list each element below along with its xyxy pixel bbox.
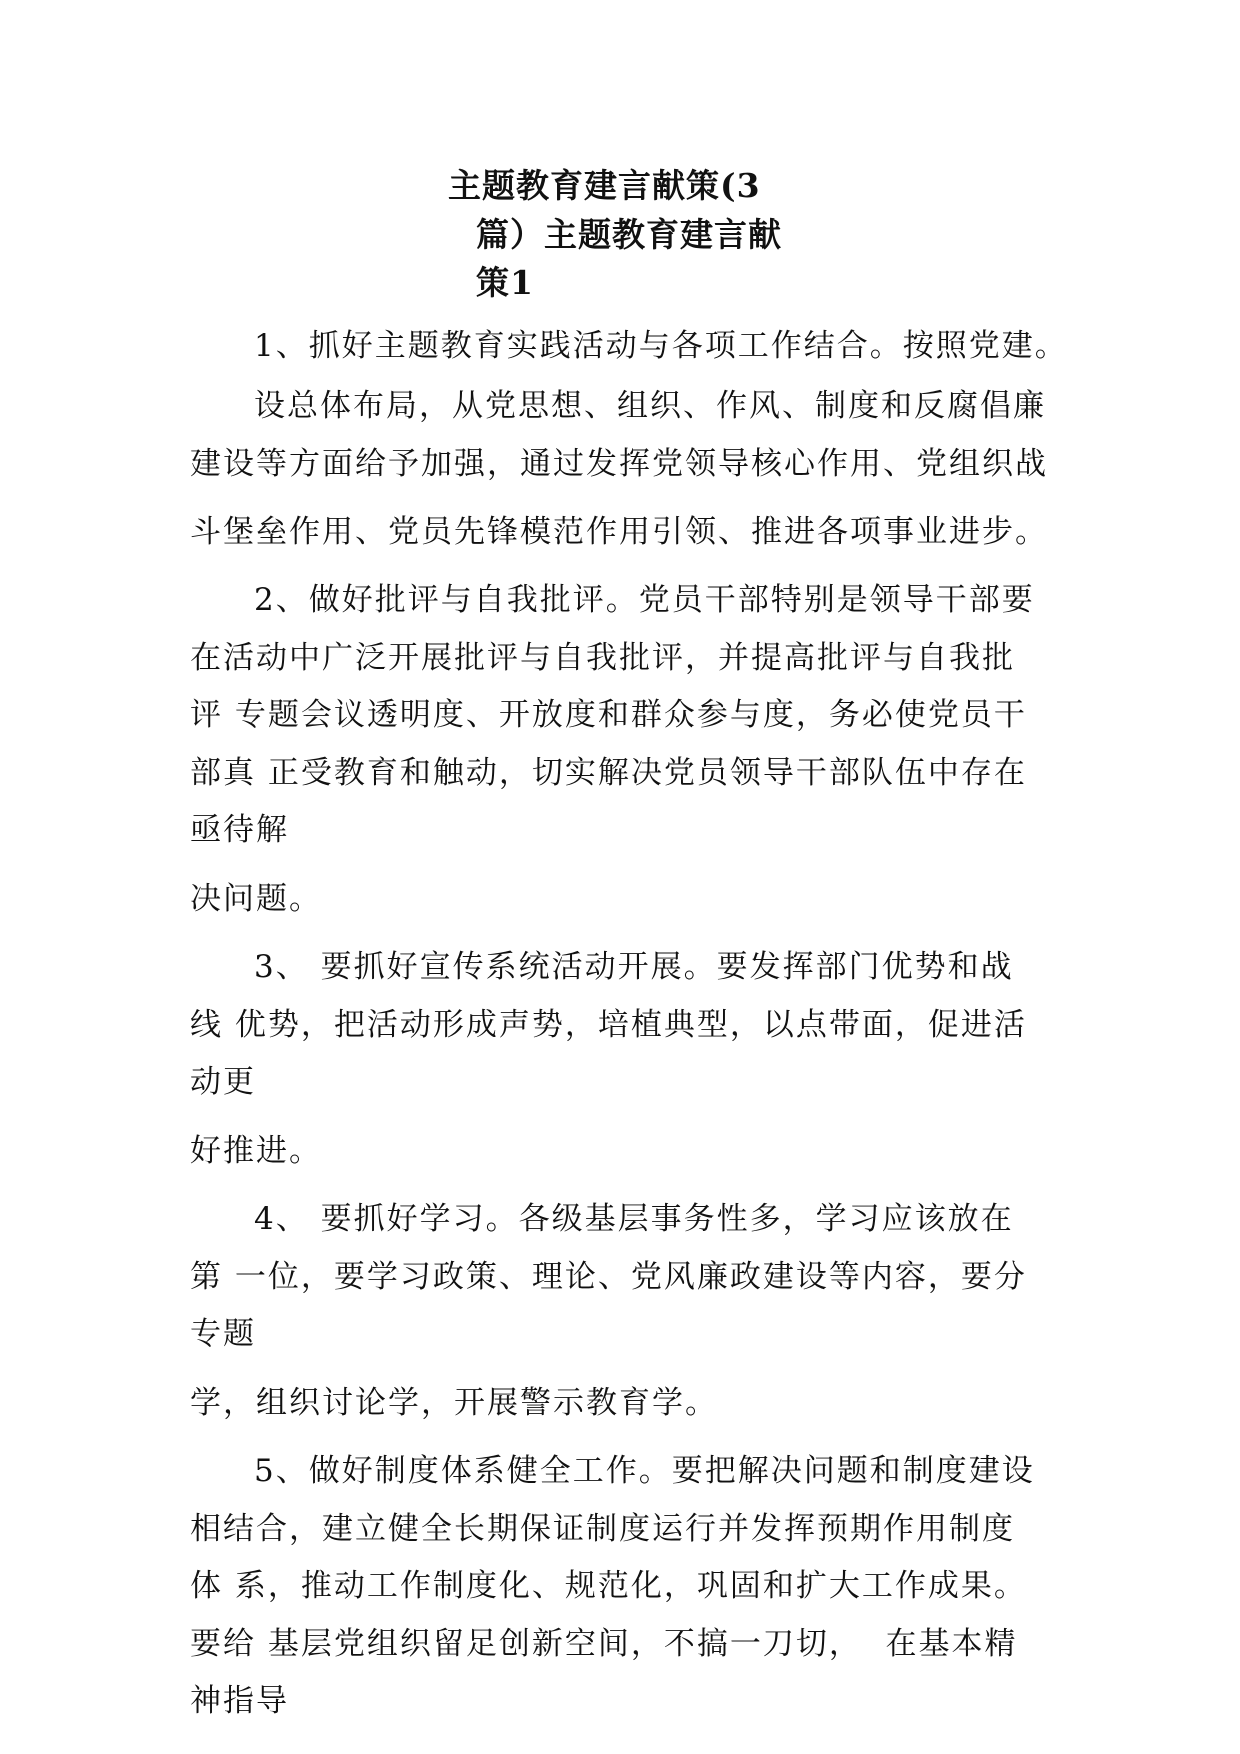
body-line: 体 系，推动工作制度化、规范化，巩固和扩大工作成果。 xyxy=(190,1568,1027,1604)
body-line: 建设等方面给予加强，通过发挥党领导核心作用、党组织战 xyxy=(190,446,1048,482)
body-line: 3、 要抓好宣传系统活动开展。要发挥部门优势和战 xyxy=(254,949,1014,985)
doc-title-line-1: 主题教育建言献策(3 xyxy=(448,166,761,205)
body-line: 5、做好制度体系健全工作。要把解决问题和制度建设 xyxy=(254,1453,1035,1489)
body-line: 1、抓好主题教育实践活动与各项工作结合。按照党建。 xyxy=(254,328,1068,364)
body-line: 部真 正受教育和触动，切实解决党员领导干部队伍中存在 xyxy=(190,755,1027,791)
doc-title-line-2: 篇）主题教育建言献 xyxy=(476,215,782,254)
body-line: 相结合，建立健全长期保证制度运行并发挥预期作用制度 xyxy=(190,1511,1015,1547)
body-line: 动更 xyxy=(190,1064,256,1100)
body-line: 线 优势，把活动形成声势，培植典型，以点带面，促进活 xyxy=(190,1007,1027,1043)
body-line: 专题 xyxy=(190,1316,256,1352)
body-line: 要给 基层党组织留足创新空间，不搞一刀切， 在基本精 xyxy=(190,1626,1018,1662)
body-line: 亟待解 xyxy=(190,812,289,848)
body-line: 学，组织讨论学，开展警示教育学。 xyxy=(190,1385,718,1421)
body-line: 决问题。 xyxy=(190,881,322,917)
body-line: 好推进。 xyxy=(190,1133,322,1169)
body-line: 2、做好批评与自我批评。党员干部特别是领导干部要 xyxy=(254,582,1035,618)
body-line: 设总体布局，从党思想、组织、作风、制度和反腐倡廉 xyxy=(254,388,1046,424)
body-line: 神指导 xyxy=(190,1683,289,1719)
body-line: 斗堡垒作用、党员先锋模范作用引领、推进各项事业进步。 xyxy=(190,514,1048,550)
body-line: 评 专题会议透明度、开放度和群众参与度，务必使党员干 xyxy=(190,697,1027,733)
body-line: 4、 要抓好学习。各级基层事务性多，学习应该放在 xyxy=(254,1201,1014,1237)
body-line: 第 一位，要学习政策、理论、党风廉政建设等内容，要分 xyxy=(190,1259,1027,1295)
doc-title-line-3: 策1 xyxy=(476,263,534,302)
body-line: 在活动中广泛开展批评与自我批评，并提高批评与自我批 xyxy=(190,640,1015,676)
